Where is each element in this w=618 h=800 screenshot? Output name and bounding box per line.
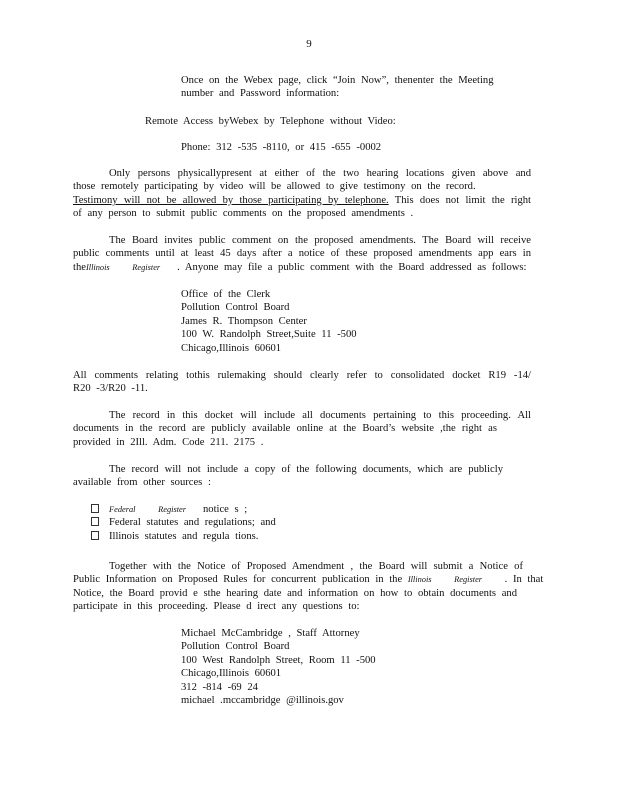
testimony-underlined: Testimony will not be allowed by those participating by telephone.: [73, 194, 389, 206]
testimony-line-3-rest: This does not limit the right: [388, 194, 531, 206]
contact-line: 100 West Randolph Street, Room 11 -500: [181, 654, 376, 666]
address-line: 100 W. Randolph Street,Suite 11 -500: [181, 329, 357, 341]
record-line-2: documents in the record are publicly available online at the Board’s website ,the right as: [73, 423, 497, 435]
clerk-address: [181, 288, 357, 355]
remote-access-text: Remote Access byWebex by Telephone without Video:: [145, 116, 396, 127]
testimony-line-4: of any person to submit public comments on the proposed amendments .: [73, 208, 414, 220]
list-item: [91, 503, 276, 516]
bullet-box-icon: [91, 517, 99, 526]
notice-line-2-post: . In that: [504, 574, 544, 586]
contact-phone: 312 -814 -69 24: [181, 681, 258, 693]
address-line: Chicago,Illinois 60601: [181, 342, 282, 354]
notice-line-4: participate in this proceeding. Please d irect any questions to:: [73, 601, 360, 613]
testimony-line-1: Only persons physicallypresent at either of the two hearing locations given above and: [109, 168, 531, 179]
sources-list: [91, 503, 276, 543]
list-item: [91, 516, 276, 529]
record-line-1: The record in this docket will include all documents pertaining to this proceeding. All: [109, 410, 531, 421]
notice-line-1: Together with the Notice of Proposed Amendment , the Board will submit a Notice of: [109, 561, 523, 572]
illinois-register-italic-1: Illinois: [407, 575, 432, 585]
public-comment-line-2: public comments until at least 45 days after a notice of these proposed amendments app ears in: [73, 248, 531, 260]
testimony-line-3: [73, 194, 531, 207]
illinois-register-italic-1: Illinois: [85, 262, 110, 272]
docket-paragraph: [73, 369, 531, 396]
public-comment-line-3-post: . Anyone may file a public comment with the Board addressed as follows:: [177, 261, 527, 273]
list-item-text: Illinois statutes and regula tions.: [109, 530, 259, 542]
list-item-text: Federal statutes and regulations; and: [109, 517, 276, 529]
list-item-text: [109, 503, 247, 516]
notice-paragraph: [73, 560, 544, 614]
notices-text: notice s ;: [197, 504, 248, 515]
contact-name: Michael McCambridge , Staff Attorney: [181, 628, 360, 639]
docket-line-1: All comments relating tothis rulemaking should clearly refer to consolidated docket R19 -14/: [73, 370, 531, 381]
list-item: [91, 530, 276, 543]
bullet-box-icon: [91, 504, 99, 513]
contact-line: Chicago,Illinois 60601: [181, 668, 282, 680]
webex-line-1: Once on the Webex page, click “Join Now”, thenenter the Meeting: [181, 75, 494, 86]
bullet-box-icon: [91, 531, 99, 540]
public-comment-line-1: The Board invites public comment on the proposed amendments. The Board will receive: [109, 235, 531, 246]
public-comment-paragraph: [73, 234, 531, 274]
notice-line-2-pre: Public Information on Proposed Rules for concurrent publication in the: [73, 574, 403, 586]
testimony-line-2: those remotely participating by video will be allowed to give testimony on the record.: [73, 181, 476, 193]
federal-register-italic-1: Federal: [109, 505, 136, 514]
testimony-paragraph: [73, 167, 531, 221]
federal-register-italic-2: Register: [158, 505, 187, 514]
webex-line-2: number and Password information:: [181, 88, 340, 100]
not-included-line-1: The record will not include a copy of the following documents, which are publicly: [109, 464, 503, 475]
not-included-paragraph: [73, 463, 503, 490]
address-line: Office of the Clerk: [181, 289, 271, 300]
contact-line: Pollution Control Board: [181, 641, 290, 653]
public-comment-line-3-pre: the: [73, 261, 86, 273]
notice-line-3: Notice, the Board provid e sthe hearing date and information on how to obtain documents and: [73, 587, 517, 599]
not-included-line-2: available from other sources :: [73, 477, 211, 489]
contact-block: [181, 627, 376, 707]
webex-instructions: [181, 74, 501, 101]
phone-line: [181, 141, 381, 154]
public-comment-line-3: [73, 261, 531, 274]
notice-line-2: [73, 573, 544, 586]
phone-text: Phone: 312 -535 -8110, or 415 -655 -0002: [181, 142, 382, 153]
docket-line-2: R20 -3/R20 -11.: [73, 383, 148, 395]
address-line: James R. Thompson Center: [181, 315, 307, 327]
remote-access-heading: [145, 115, 396, 128]
illinois-register-italic-2: Register: [132, 262, 161, 272]
record-paragraph: [73, 409, 531, 449]
record-line-3: provided in 2Ill. Adm. Code 211. 2175 .: [73, 436, 264, 448]
illinois-register-italic-2: Register: [454, 575, 483, 585]
contact-email: michael .mccambridge @illinois.gov: [181, 695, 344, 707]
page-number: 9: [306, 38, 312, 50]
address-line: Pollution Control Board: [181, 302, 290, 314]
